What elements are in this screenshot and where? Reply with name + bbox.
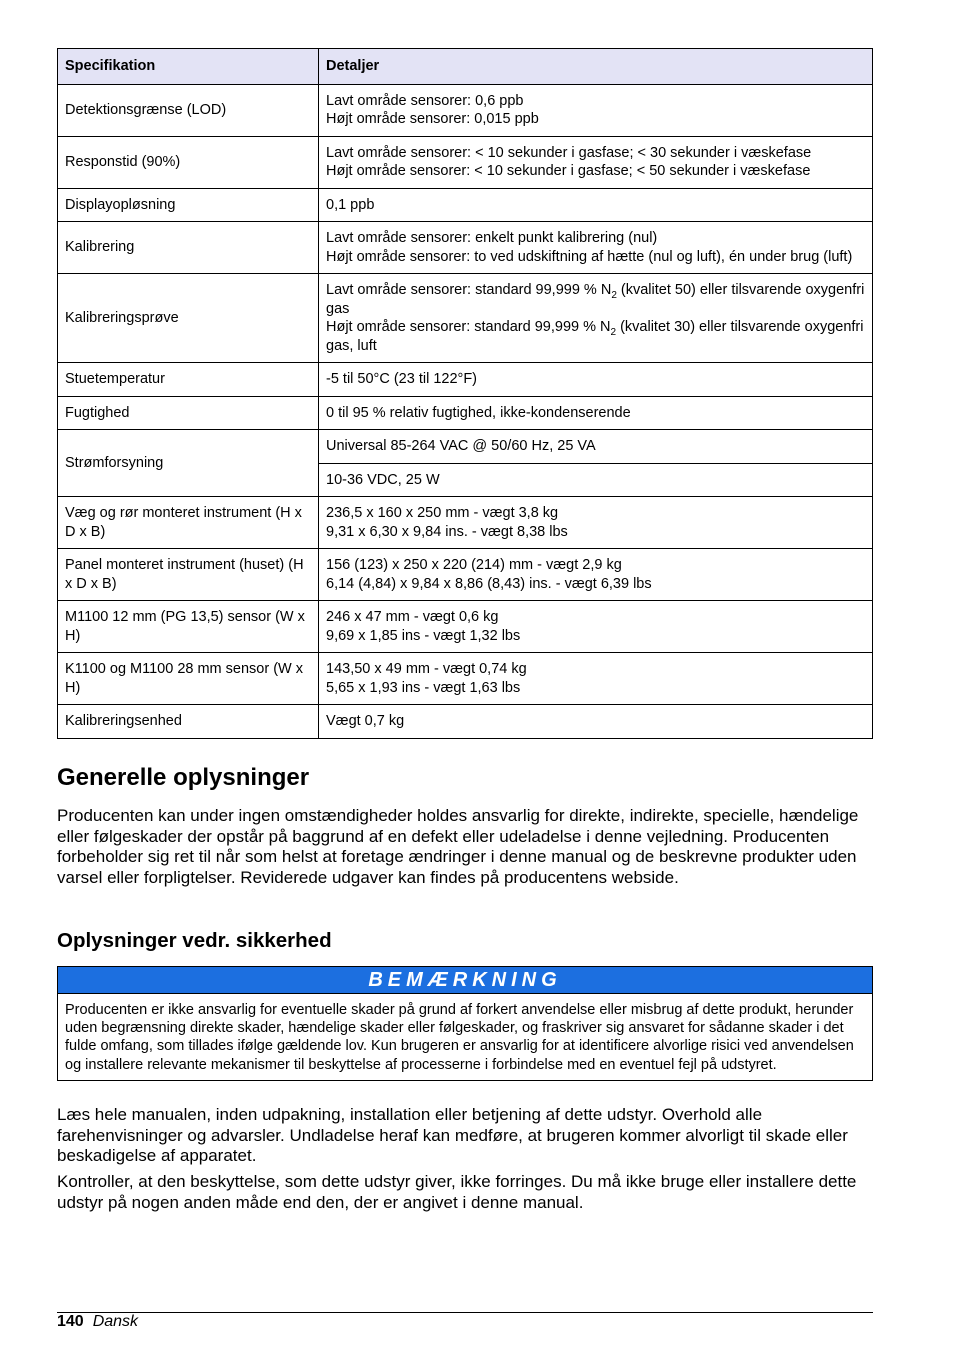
detail-line: 9,69 x 1,85 ins - vægt 1,32 lbs xyxy=(326,627,521,644)
section-heading-safety: Oplysninger vedr. sikkerhed xyxy=(57,929,332,952)
notice-text: Producenten er ikke ansvarlig for eventuelle skader på grund af forkert anvendelse eller misbrug af dette produkt, herunder uden begrænsning direkte skader, hændelige skader eller følgeskader, og fraskriver sig ansvaret for sådanne skader i det fulde omfang, som tillades ifølge gældende lov. Kun brugeren er ansvarlig for at identificere alvorlige risici ved anvendelsen og installere relevante mekanismer til beskyttelse af processerne i forbindelse med en eventuel fejl på udstyret. xyxy=(65,1002,854,1073)
detail-line: 0,1 ppb xyxy=(326,196,375,213)
spec-name: Strømforsyning xyxy=(58,430,319,497)
spec-details xyxy=(319,84,873,136)
spec-name: M1100 12 mm (PG 13,5) sensor (W x H) xyxy=(58,601,319,653)
footer-language: Dansk xyxy=(92,1313,139,1330)
table-row xyxy=(58,274,873,363)
spec-details xyxy=(319,549,873,601)
detail-line: 5,65 x 1,93 ins - vægt 1,63 lbs xyxy=(326,679,521,696)
detail-line: Vægt 0,7 kg xyxy=(326,713,405,729)
detail-line: Højt område sensorer: standard 99,999 % $N_2$ (kvalitet 30) eller tilsvarende oxygenfri gas, luft xyxy=(326,319,864,354)
column-header-details: Detaljer xyxy=(319,49,873,85)
spec-details xyxy=(319,497,873,549)
detail-line: 0 til 95 % relativ fugtighed, ikke-kondenserende xyxy=(326,404,631,421)
spec-details xyxy=(319,601,873,653)
spec-name: K1100 og M1100 28 mm sensor (W x H) xyxy=(58,653,319,705)
table-row xyxy=(58,497,873,549)
detail-line: Højt område sensorer: 0,015 ppb xyxy=(326,111,539,127)
table-row xyxy=(58,653,873,705)
detail-line: Højt område sensorer: to ved udskiftning af hætte (nul og luft), én under brug (luft) xyxy=(326,248,853,265)
spec-name: Detektionsgrænse (LOD) xyxy=(58,84,319,136)
spec-name: Panel monteret instrument (huset) (H x D x B) xyxy=(58,549,319,601)
spec-name: Kalibreringsprøve xyxy=(58,274,319,363)
spec-name: Kalibrering xyxy=(58,222,319,274)
spec-name: Væg og rør monteret instrument (H x D x B) xyxy=(58,497,319,549)
table-header-row xyxy=(58,49,873,85)
detail-line: 236,5 x 160 x 250 mm - vægt 3,8 kg xyxy=(326,505,559,521)
detail-line: Lavt område sensorer: 0,6 ppb xyxy=(326,92,524,109)
table-row xyxy=(58,188,873,222)
spec-name: Stuetemperatur xyxy=(58,363,319,397)
detail-line: 246 x 47 mm - vægt 0,6 kg xyxy=(326,609,499,625)
spec-name: Responstid (90%) xyxy=(58,136,319,188)
detail-line: Universal 85-264 VAC @ 50/60 Hz, 25 VA xyxy=(326,438,596,454)
safety-paragraph-2: Kontroller, at den beskyttelse, som dette udstyr giver, ikke forringes. Du må ikke bruge eller installere dette udstyr på nogen anden måde end den, der er angivet i denne manual. xyxy=(57,1172,857,1212)
detail-line: Højt område sensorer: < 10 sekunder i gasfase; < 50 sekunder i væskefase xyxy=(326,163,811,179)
page-footer xyxy=(57,1312,138,1332)
spec-name: Kalibreringsenhed xyxy=(58,705,319,739)
specifications-table xyxy=(57,48,873,739)
table-row xyxy=(58,84,873,136)
table-row xyxy=(58,705,873,739)
spec-details xyxy=(319,396,873,430)
spec-details xyxy=(319,188,873,222)
spec-details xyxy=(319,653,873,705)
detail-line: 9,31 x 6,30 x 9,84 ins. - vægt 8,38 lbs xyxy=(326,523,568,540)
spec-name: Displayopløsning xyxy=(58,188,319,222)
spec-details xyxy=(319,463,873,497)
table-row xyxy=(58,430,873,464)
column-header-specification: Specifikation xyxy=(58,49,319,85)
detail-line: 10-36 VDC, 25 W xyxy=(326,471,440,488)
footer-divider xyxy=(57,1312,873,1313)
detail-line: Lavt område sensorer: enkelt punkt kalibrering (nul) xyxy=(326,230,658,246)
detail-line: -5 til 50°C (23 til 122°F) xyxy=(326,371,478,387)
table-row xyxy=(58,601,873,653)
spec-name: Fugtighed xyxy=(58,396,319,430)
spec-details xyxy=(319,705,873,739)
spec-details xyxy=(319,274,873,363)
spec-details xyxy=(319,222,873,274)
notice-title: BEMÆRKNING xyxy=(58,967,872,994)
detail-line: Lavt område sensorer: standard 99,999 % $N_2$ (kvalitet 50) eller tilsvarende oxygenfri gas xyxy=(326,282,865,317)
section-heading-general: Generelle oplysninger xyxy=(57,764,310,791)
spec-details xyxy=(319,430,873,464)
table-row xyxy=(58,222,873,274)
spec-details xyxy=(319,363,873,397)
table-row xyxy=(58,396,873,430)
safety-paragraph-1: Læs hele manualen, inden udpakning, installation eller betjening af dette udstyr. Overhold alle farehenvisninger og advarsler. Undladelse heraf kan medføre, at brugeren kommer alvorligt til skade eller beskadigelse af apparatet. xyxy=(57,1105,848,1165)
notice-box xyxy=(57,966,873,1081)
detail-line: Lavt område sensorer: < 10 sekunder i gasfase; < 30 sekunder i væskefase xyxy=(326,144,812,161)
table-row xyxy=(58,363,873,397)
table-row xyxy=(58,549,873,601)
detail-line: 156 (123) x 250 x 220 (214) mm - vægt 2,9 kg xyxy=(326,557,622,573)
page-number: 140 xyxy=(57,1313,84,1330)
spec-details xyxy=(319,136,873,188)
table-row xyxy=(58,136,873,188)
detail-line: 6,14 (4,84) x 9,84 x 8,86 (8,43) ins. - vægt 6,39 lbs xyxy=(326,575,652,592)
detail-line: 143,50 x 49 mm - vægt 0,74 kg xyxy=(326,661,527,677)
general-paragraph: Producenten kan under ingen omstændigheder holdes ansvarlig for direkte, indirekte, specielle, hændelige eller følgeskader der opstår på baggrund af en defekt eller udeladelse i denne vejledning. Producenten forbeholder sig ret til når som helst at foretage ændringer i denne manual og de beskrevne produkter uden varsel eller forpligtelser. Reviderede udgaver kan findes på producentens webside. xyxy=(57,806,859,887)
